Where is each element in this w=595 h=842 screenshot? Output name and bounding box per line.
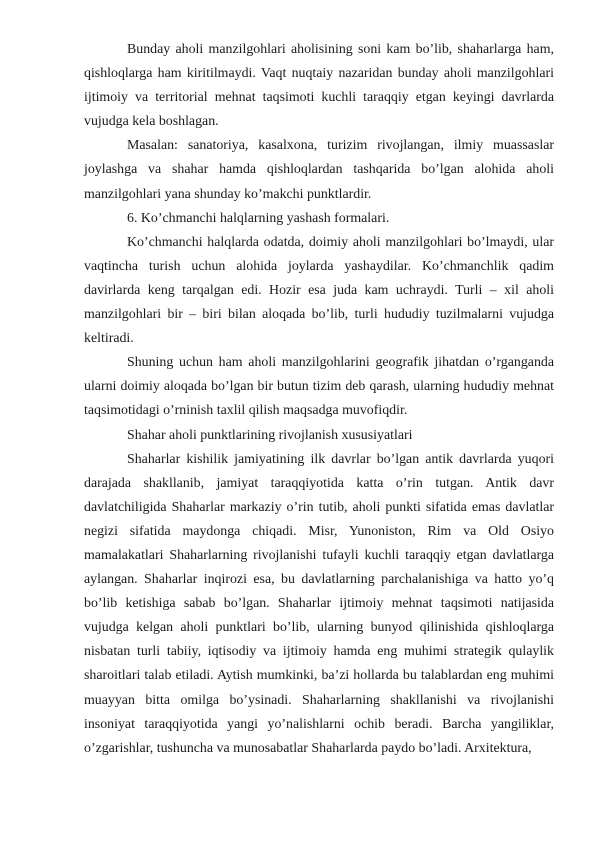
paragraph-shuning-uchun: Shuning uchun ham aholi manzilgohlarini geografik jihatdan o’rganganda ularni doimiy aloqada bo’lgan bir butun tizim deb qarash, ularning hududiy mehnat taqsimotidagi o’rninish taxlil qilish maqsadga muvofiqdir. bbox=[84, 355, 554, 419]
paragraph-kochmanchi-halqlar: Ko’chmanchi halqlarda odatda, doimiy aholi manzilgohlari bo’lmaydi, ular vaqtincha turish uchun alohida joylarda yashaydilar. Ko’chmanchlik qadim davirlarda keng tarqalgan edi. Hozir esa juda kam uchraydi. Turli – xil aholi manzilgohlari bir – biri bilan aloqada bo’lib, turli hududiy tuzilmalarni vujudga keltiradi. bbox=[84, 234, 554, 347]
paragraph-bunday-aholi: Bunday aholi manzilgohlari aholisining soni kam bo’lib, shaharlarga ham, qishloqlarga ham kiritilmaydi. Vaqt nuqtaiy nazaridan bunday aholi manzilgohlari ijtimoiy va territorial mehnat taqsimoti kuchli taraqqiy etgan keyingi davrlarda vujudga kela boshlagan. bbox=[84, 42, 554, 130]
section-heading-shahar-aholi: Shahar aholi punktlarining rivojlanish xususiyatlari bbox=[127, 427, 413, 443]
document-page bbox=[84, 38, 554, 761]
paragraph-masalan: Masalan: sanatoriya, kasalxona, turizim rivojlangan, ilmiy muassaslar joylashga va shahar hamda qishloqlardan tashqarida bo’lgan alohida aholi manzilgohlari yana shunday ko’makchi punktlardir. bbox=[84, 138, 554, 202]
section-heading-kochmanchi: 6. Ko’chmanchi halqlarning yashash formalari. bbox=[127, 210, 390, 226]
paragraph-shaharlar-kishilik: Shaharlar kishilik jamiyatining ilk davrlar bo’lgan antik davrlarda yuqori darajada shakllanib, jamiyat taraqqiyotida katta o’rin tutgan. Antik davr davlatchiligida Shaharlar markaziy o’rin tutib, aholi punkti sifatida emas davlatlar negizi sifatida maydonga chiqadi. Misr, Yunoniston, Rim va Old Osiyo mamalakatlari Shaharlarning rivojlanishi tufayli kuchli taraqqiy etgan davlatlarga aylangan. Shaharlar inqirozi esa, bu davlatlarning parchalanishiga va hatto yo’q bo’lib ketishiga sabab bo’lgan. Shaharlar ijtimoiy mehnat taqsimoti natijasida vujudga kelgan aholi punktlari bo’lib, ularning bunyod qilinishida qishloqlarga nisbatan turli tabiiy, iqtisodiy va ijtimoiy hamda eng muhimi strategik qulaylik sharoitlari talab etiladi. Aytish mumkinki, ba’zi hollarda bu talablardan eng muhimi muayyan bitta omilga bo’ysinadi. Shaharlarning shakllanishi va rivojlanishi insoniyat taraqqiyotida yangi yo’nalishlarni ochib beradi. Barcha yangiliklar, o’zgarishlar, tushuncha va munosabatlar Shaharlarda paydo bo’ladi. Arxitektura, bbox=[84, 451, 554, 756]
